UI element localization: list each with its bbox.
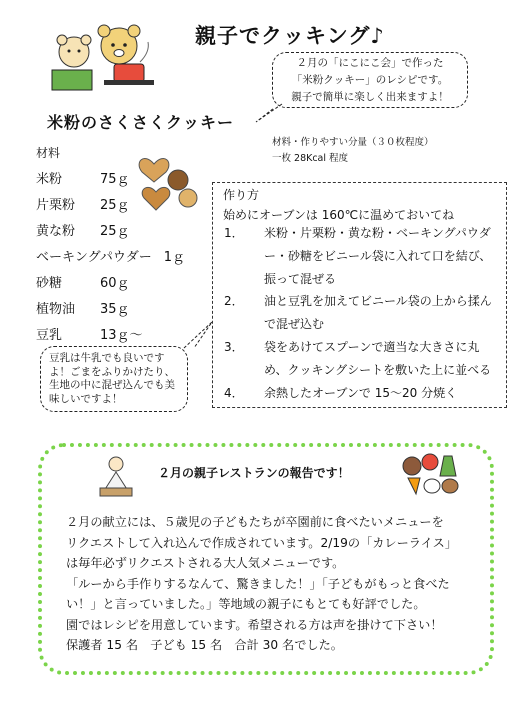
ingredient-name: 片栗粉 [36,198,76,213]
ingredient-amount: 13ｇ～ [100,328,143,343]
bubble-tail [252,100,292,126]
materials-heading: 材料 [36,146,61,160]
ingredient-name: 豆乳 [36,328,63,343]
round-cookie [168,170,188,190]
heart-cookie [142,187,170,210]
note-bubble-tail [180,318,216,352]
servings: 材料・作りやすい分量（３０枚程度） [272,137,434,148]
ingredient-name: 植物油 [36,302,76,317]
ingredient-name: 黄な粉 [36,224,76,239]
step-number: 3． [224,340,244,354]
ingredient-row [36,220,130,239]
heart-cookie [139,159,169,182]
method-step [224,336,502,382]
report-line: は毎年必ずリクエストされる大人気メニューです。 [66,556,345,570]
step-number: 1． [224,226,244,240]
method-step [224,382,502,405]
ingredient-amount: 75ｇ [100,172,130,187]
report-line: リクエストして入れ込んで作成されています。2/19の「カレーライス」 [66,535,458,550]
calories: 一枚 28Kcal 程度 [272,153,349,164]
method-heading: 作り方 [223,188,260,202]
ingredient-row [36,194,130,213]
report-line: 保護者 15 名 子ども 15 名 合計 30 名でした。 [66,638,343,652]
step-text: 袋をあけてスプーンで適当な大きさに丸め、クッキングシートを敷いた上に並べる [264,340,492,377]
cookies-illustration [134,152,204,214]
counter [52,70,92,90]
ingredient-name: ベーキングパウダー [36,250,152,265]
bears-cooking-illustration [44,22,156,92]
report-title: ２月の親子レストランの報告です！ [158,466,350,480]
step-text: 米粉・片栗粉・黄な粉・ベーキングパウダー・砂糖をビニール袋に入れて口を結び、振って混ぜる [264,226,492,286]
ingredient-row [36,324,143,343]
method-step [224,290,502,336]
report-line: ２月の献立には、５歳児の子どもたちが卒園前に食べたいメニューを [66,515,444,529]
report-line: 園ではレシピを用意しています。希望される方は声を掛けて下さい！ [66,617,443,632]
step-number: 2． [224,294,244,308]
ingredient-name: 米粉 [36,172,63,187]
page-title: 親子でクッキング♪ [195,24,385,48]
ingredient-amount: 60ｇ [100,276,130,291]
report-line: い！」と言っていました。」等地域の親子にもとても好評でした。 [66,597,426,611]
intro-line: 「米粉クッキー」のレシピです。 [291,74,449,86]
step-number: 4． [224,386,244,400]
ingredient-amount: 25ｇ [100,224,130,239]
ingredient-amount: 1ｇ [163,250,185,265]
method-step [224,222,502,291]
ingredient-amount: 35ｇ [100,302,130,317]
preheat-instruction: 始めにオーブンは 160℃に温めておいてね [223,208,455,222]
step-text: 油と豆乳を加えてビニール袋の上から揉んで混ぜ込む [264,294,492,331]
intro-line: 親子で簡単に楽しく出来ますよ！ [291,91,449,103]
report-body [66,512,486,656]
pot [114,64,144,82]
ingredient-name: 砂糖 [36,276,63,291]
intro-speech-bubble [272,52,468,108]
vegetables-illustration [400,452,464,496]
recipe-meta [272,135,434,167]
ingredient-row [36,298,130,317]
step-text: 余熱したオーブンで 15～20 分焼く [264,386,458,400]
ingredient-amount: 25ｇ [100,198,130,213]
report-line: 「ルーから手作りするなんて、驚きました！」「子どもがもっと食べた [66,576,450,591]
ingredient-row [36,246,185,265]
cooking-kids-illustration [96,454,136,498]
tip-note-bubble: 豆乳は牛乳でも良いですよ！ごまをふりかけたり、生地の中に混ぜ込んでも美味しいですよ！ [40,346,188,412]
ingredient-row [36,272,130,291]
round-cookie [179,189,197,207]
intro-line: ２月の「にこにこ会」で作った [296,57,444,69]
ingredient-row [36,168,130,187]
recipe-title: 米粉のさくさくクッキー [47,113,235,132]
